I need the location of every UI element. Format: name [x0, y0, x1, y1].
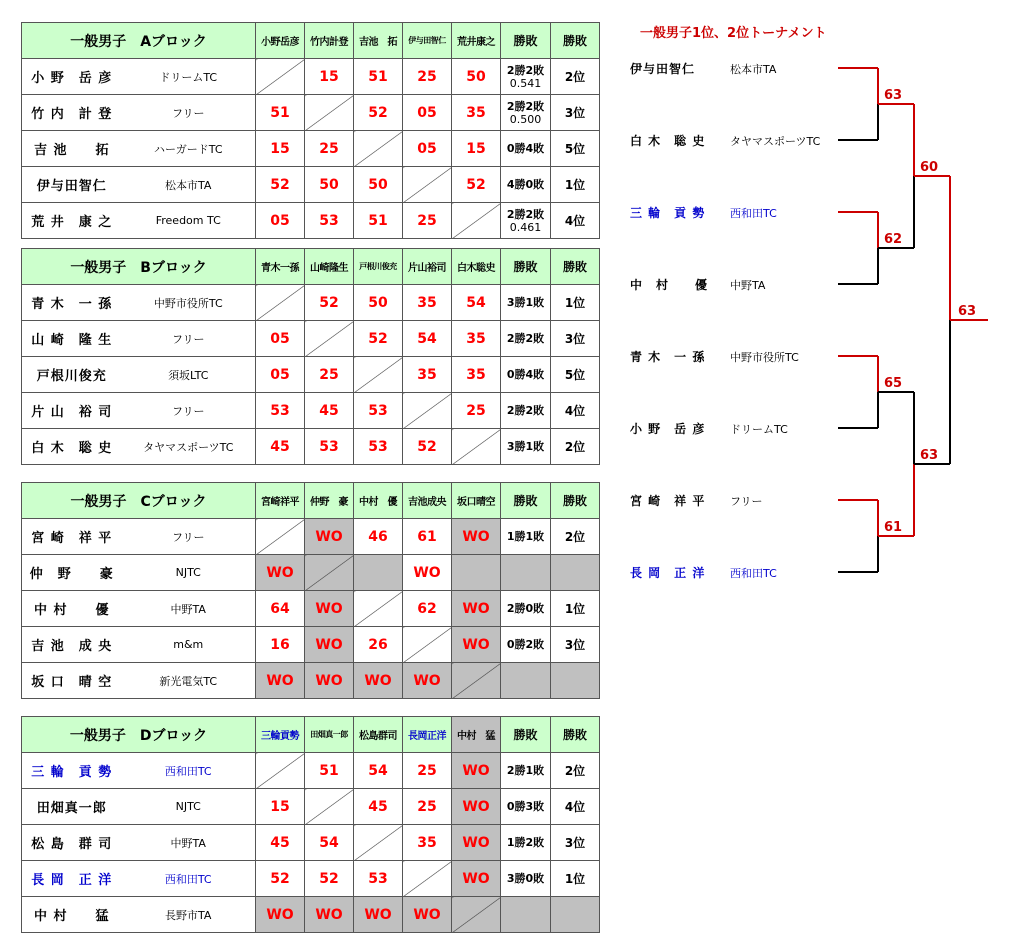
- player-name: 白 木 聡 史: [22, 429, 122, 465]
- score-cell: 54: [403, 321, 452, 357]
- opponent-header: 松島群司: [354, 717, 403, 753]
- record-value: 2勝2敗: [506, 332, 545, 345]
- record-value: 0勝4敗: [506, 142, 545, 155]
- score-cell: 51: [305, 753, 354, 789]
- score-cell: 26: [354, 627, 403, 663]
- score-cell: 50: [354, 285, 403, 321]
- round1-score: 63: [884, 88, 903, 103]
- score-cell: WO: [452, 627, 501, 663]
- score-cell: WO: [452, 789, 501, 825]
- score-cell: 45: [354, 789, 403, 825]
- opponent-header: 中村 猛: [452, 717, 501, 753]
- player-club: 中野市役所TC: [122, 285, 256, 321]
- player-club: 須坂LTC: [122, 357, 256, 393]
- record-ratio: 0.541: [509, 76, 542, 90]
- opponent-header: 中村 優: [354, 483, 403, 519]
- block-title: 一般男子 Cブロック: [22, 483, 256, 519]
- score-cell: 53: [256, 393, 305, 429]
- record-value: 3勝1敗: [506, 296, 545, 309]
- player-club: NJTC: [122, 555, 256, 591]
- record-value: 2勝0敗: [506, 602, 545, 615]
- score-cell: 25: [403, 59, 452, 95]
- score-cell: 46: [354, 519, 403, 555]
- bracket-player-club: フリー: [730, 495, 763, 508]
- player-club: フリー: [122, 519, 256, 555]
- record-value: 1勝1敗: [506, 530, 545, 543]
- player-name: 仲 野 豪: [22, 555, 122, 591]
- score-cell: 52: [354, 95, 403, 131]
- player-club: NJTC: [122, 789, 256, 825]
- player-name: 竹 内 計 登: [22, 95, 122, 131]
- score-cell: 51: [354, 203, 403, 239]
- bracket-player-club: 松本市TA: [730, 63, 777, 76]
- bracket-player-name: 白 木 聡 史: [630, 134, 706, 148]
- block-title: 一般男子 Bブロック: [22, 249, 256, 285]
- player-club: タヤマスポーツTC: [122, 429, 256, 465]
- rank-cell: 2位: [551, 519, 600, 555]
- score-cell: 15: [256, 789, 305, 825]
- score-cell: 54: [452, 285, 501, 321]
- score-cell: 35: [452, 357, 501, 393]
- score-cell: 52: [256, 167, 305, 203]
- bracket-player-name: 長 岡 正 洋: [630, 566, 706, 580]
- player-club: 松本市TA: [122, 167, 256, 203]
- opponent-header: 青木一孫: [256, 249, 305, 285]
- rank-cell: 4位: [551, 203, 600, 239]
- block-title: 一般男子 Aブロック: [22, 23, 256, 59]
- rank-cell: 5位: [551, 131, 600, 167]
- score-cell: 25: [403, 789, 452, 825]
- score-cell: 50: [452, 59, 501, 95]
- player-club: ハーガードTC: [122, 131, 256, 167]
- score-cell: 52: [403, 429, 452, 465]
- player-name: 長 岡 正 洋: [22, 861, 122, 897]
- rank-cell: 2位: [551, 429, 600, 465]
- score-cell: 25: [403, 203, 452, 239]
- bracket-player-name: 小 野 岳 彦: [630, 422, 706, 436]
- opponent-header: 吉池 拓: [354, 23, 403, 59]
- block-title: 一般男子 Dブロック: [22, 717, 256, 753]
- score-cell: WO: [305, 519, 354, 555]
- score-cell: 35: [403, 357, 452, 393]
- record-value: 2勝2敗: [506, 99, 545, 113]
- record-value: 2勝2敗: [506, 207, 545, 221]
- score-cell: 35: [403, 285, 452, 321]
- rank-cell: 2位: [551, 59, 600, 95]
- record-value: 3勝0敗: [506, 872, 545, 885]
- score-cell: 45: [256, 825, 305, 861]
- score-cell: 05: [403, 95, 452, 131]
- record-ratio: 0.461: [509, 220, 542, 234]
- player-name: 宮 崎 祥 平: [22, 519, 122, 555]
- player-club: 長野市TA: [122, 897, 256, 933]
- rank-header: 勝敗: [551, 23, 600, 59]
- score-cell: 54: [305, 825, 354, 861]
- player-name: 青 木 一 孫: [22, 285, 122, 321]
- player-name: 吉 池 成 央: [22, 627, 122, 663]
- rank-cell: 5位: [551, 357, 600, 393]
- bracket-player-name: 青 木 一 孫: [630, 350, 706, 364]
- score-cell: 54: [354, 753, 403, 789]
- rank-cell: 3位: [551, 95, 600, 131]
- player-name: 小 野 岳 彦: [22, 59, 122, 95]
- player-name: 松 島 群 司: [22, 825, 122, 861]
- score-cell: 05: [256, 357, 305, 393]
- bracket-player-club: 中野TA: [730, 279, 766, 292]
- score-cell: WO: [452, 591, 501, 627]
- bracket-player-club: 中野市役所TC: [730, 351, 799, 364]
- score-cell: WO: [403, 663, 452, 699]
- score-cell: WO: [403, 897, 452, 933]
- player-name: 三 輪 貢 勢: [22, 753, 122, 789]
- player-club: フリー: [122, 95, 256, 131]
- score-cell: 50: [354, 167, 403, 203]
- score-cell: 53: [305, 429, 354, 465]
- round1-score: 62: [884, 232, 903, 247]
- opponent-header: 片山裕司: [403, 249, 452, 285]
- opponent-header: 仲野 豪: [305, 483, 354, 519]
- score-cell: WO: [452, 753, 501, 789]
- score-cell: WO: [256, 555, 305, 591]
- record-value: 2勝1敗: [506, 764, 545, 777]
- opponent-header: 長岡正洋: [403, 717, 452, 753]
- player-club: Freedom TC: [122, 203, 256, 239]
- player-name: 伊与田智仁: [22, 167, 122, 203]
- score-cell: WO: [256, 663, 305, 699]
- player-club: 西和田TC: [122, 753, 256, 789]
- rank-cell: 4位: [551, 393, 600, 429]
- score-cell: WO: [452, 825, 501, 861]
- score-cell: 25: [452, 393, 501, 429]
- opponent-header: 吉池成央: [403, 483, 452, 519]
- final-score: 63: [958, 304, 977, 319]
- opponent-header: 荒井康之: [452, 23, 501, 59]
- bracket-player-club: ドリームTC: [730, 423, 788, 436]
- score-cell: WO: [305, 897, 354, 933]
- player-club: 西和田TC: [122, 861, 256, 897]
- player-club: 新光電気TC: [122, 663, 256, 699]
- bracket-player-club: タヤマスポーツTC: [730, 135, 821, 148]
- player-name: 荒 井 康 之: [22, 203, 122, 239]
- bracket-player-name: 伊与田智仁: [630, 62, 696, 76]
- score-cell: 51: [354, 59, 403, 95]
- score-cell: 52: [256, 861, 305, 897]
- score-cell: 52: [354, 321, 403, 357]
- score-cell: WO: [305, 663, 354, 699]
- rank-cell: 1位: [551, 285, 600, 321]
- rank-cell: 1位: [551, 591, 600, 627]
- bracket-player-name: 中 村 優: [630, 278, 709, 292]
- player-name: 中 村 猛: [22, 897, 122, 933]
- record-value: 4勝0敗: [506, 178, 545, 191]
- rank-header: 勝敗: [551, 717, 600, 753]
- player-club: 中野TA: [122, 591, 256, 627]
- rank-header: 勝敗: [551, 249, 600, 285]
- record-ratio: 0.500: [509, 112, 542, 126]
- score-cell: 25: [403, 753, 452, 789]
- score-cell: 62: [403, 591, 452, 627]
- record-value: 1勝2敗: [506, 836, 545, 849]
- player-name: 山 崎 隆 生: [22, 321, 122, 357]
- opponent-header: 山崎隆生: [305, 249, 354, 285]
- player-name: 吉 池 拓: [22, 131, 122, 167]
- player-name: 田畑真一郎: [22, 789, 122, 825]
- record-header: 勝敗: [501, 483, 551, 519]
- score-cell: 35: [452, 321, 501, 357]
- opponent-header: 宮崎祥平: [256, 483, 305, 519]
- bracket-player-club: 西和田TC: [730, 207, 777, 220]
- round1-score: 61: [884, 520, 903, 535]
- score-cell: WO: [354, 663, 403, 699]
- score-cell: 15: [305, 59, 354, 95]
- rank-header: 勝敗: [551, 483, 600, 519]
- tournament-title: 一般男子1位、2位トーナメント: [640, 26, 827, 41]
- score-cell: 16: [256, 627, 305, 663]
- semi-score: 63: [920, 448, 939, 463]
- score-cell: 53: [354, 861, 403, 897]
- round1-score: 65: [884, 376, 903, 391]
- score-cell: 52: [305, 861, 354, 897]
- score-cell: 61: [403, 519, 452, 555]
- score-cell: WO: [305, 591, 354, 627]
- score-cell: 51: [256, 95, 305, 131]
- player-club: フリー: [122, 321, 256, 357]
- bracket-player-name: 宮 崎 祥 平: [630, 494, 706, 508]
- score-cell: 53: [305, 203, 354, 239]
- record-header: 勝敗: [501, 23, 551, 59]
- score-cell: 15: [256, 131, 305, 167]
- opponent-header: 伊与田智仁: [403, 23, 452, 59]
- semi-score: 60: [920, 160, 939, 175]
- score-cell: 25: [305, 131, 354, 167]
- record-value: 3勝1敗: [506, 440, 545, 453]
- rank-cell: 3位: [551, 825, 600, 861]
- opponent-header: 竹内計登: [305, 23, 354, 59]
- bracket-player-name: 三 輪 貢 勢: [630, 206, 706, 220]
- score-cell: WO: [403, 555, 452, 591]
- bracket-player-club: 西和田TC: [730, 567, 777, 580]
- opponent-header: 戸根川俊充: [354, 249, 403, 285]
- score-cell: 25: [305, 357, 354, 393]
- player-club: ドリームTC: [122, 59, 256, 95]
- rank-cell: 1位: [551, 861, 600, 897]
- opponent-header: 坂口晴空: [452, 483, 501, 519]
- record-value: 2勝2敗: [506, 63, 545, 77]
- opponent-header: 三輪貢勢: [256, 717, 305, 753]
- rank-cell: 3位: [551, 627, 600, 663]
- player-club: 中野TA: [122, 825, 256, 861]
- score-cell: 53: [354, 429, 403, 465]
- opponent-header: 田畑真一郎: [305, 717, 354, 753]
- score-cell: 53: [354, 393, 403, 429]
- player-name: 片 山 裕 司: [22, 393, 122, 429]
- score-cell: 64: [256, 591, 305, 627]
- opponent-header: 白木聡史: [452, 249, 501, 285]
- rank-cell: 2位: [551, 753, 600, 789]
- score-cell: WO: [354, 897, 403, 933]
- player-name: 戸根川俊充: [22, 357, 122, 393]
- record-value: 0勝2敗: [506, 638, 545, 651]
- score-cell: 50: [305, 167, 354, 203]
- record-value: 0勝4敗: [506, 368, 545, 381]
- player-club: m&m: [122, 627, 256, 663]
- score-cell: 05: [256, 203, 305, 239]
- score-cell: WO: [305, 627, 354, 663]
- player-club: フリー: [122, 393, 256, 429]
- rank-cell: 4位: [551, 789, 600, 825]
- score-cell: 45: [305, 393, 354, 429]
- score-cell: 52: [452, 167, 501, 203]
- record-header: 勝敗: [501, 717, 551, 753]
- score-cell: 15: [452, 131, 501, 167]
- record-value: 2勝2敗: [506, 404, 545, 417]
- player-name: 坂 口 晴 空: [22, 663, 122, 699]
- record-header: 勝敗: [501, 249, 551, 285]
- opponent-header: 小野岳彦: [256, 23, 305, 59]
- rank-cell: 3位: [551, 321, 600, 357]
- score-cell: 52: [305, 285, 354, 321]
- rank-cell: 1位: [551, 167, 600, 203]
- score-cell: 35: [403, 825, 452, 861]
- score-cell: 45: [256, 429, 305, 465]
- score-cell: 05: [256, 321, 305, 357]
- player-name: 中 村 優: [22, 591, 122, 627]
- score-cell: WO: [256, 897, 305, 933]
- score-cell: 35: [452, 95, 501, 131]
- score-cell: 05: [403, 131, 452, 167]
- score-cell: WO: [452, 861, 501, 897]
- score-cell: WO: [452, 519, 501, 555]
- record-value: 0勝3敗: [506, 800, 545, 813]
